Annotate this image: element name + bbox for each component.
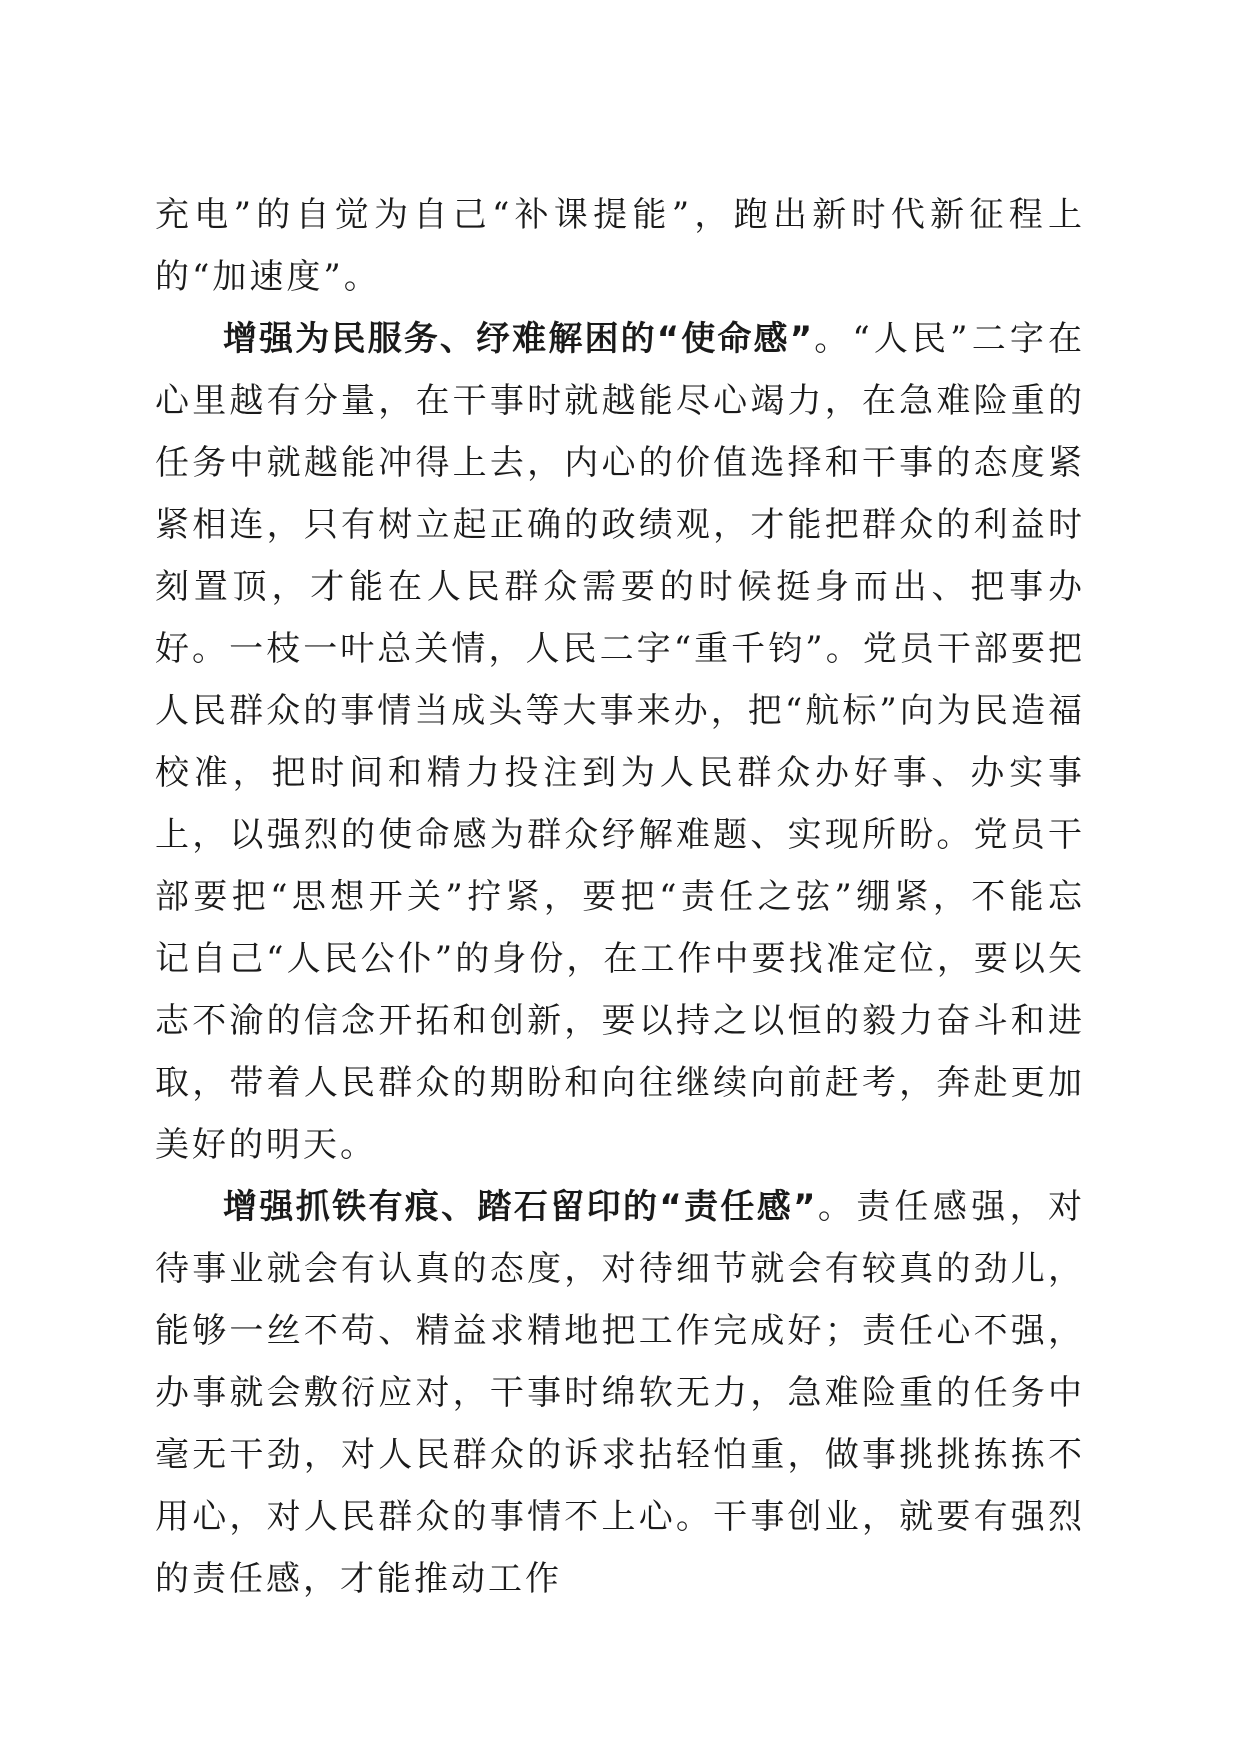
body-text xyxy=(155,184,1085,1610)
paragraph-heading: 增强为民服务、纾难解困的“使命感” xyxy=(223,319,814,359)
paragraph-text: 。“人民”二字在心里越有分量，在干事时就越能尽心竭力，在急难险重的任务中就越能冲得上去，内心的价值选择和干事的态度紧紧相连，只有树立起正确的政绩观，才能把群众的利益时刻置顶，才能在人民群众需要的时候挺身而出、把事办好。一枝一叶总关情，人民二字“重千钧”。党员干部要把人民群众的事情当成头等大事来办，把“航标”向为民造福校准，把时间和精力投注到为人民群众办好事、办实事上，以强烈的使命感为群众纾解难题、实现所盼。党员干部要把“思想开关”拧紧，要把“责任之弦”绷紧，不能忘记自己“人民公仆”的身份，在工作中要找准定位，要以矢志不渝的信念开拓和创新，要以持之以恒的毅力奋斗和进取，带着人民群众的期盼和向往继续向前赶考，奔赴更加美好的明天。 xyxy=(155,319,1085,1165)
paragraph-mission xyxy=(155,308,1085,1176)
paragraph-responsibility xyxy=(155,1176,1085,1610)
paragraph-continuation xyxy=(155,184,1085,308)
paragraph-heading: 增强抓铁有痕、踏石留印的“责任感” xyxy=(223,1187,817,1227)
paragraph-text: 。责任感强，对待事业就会有认真的态度，对待细节就会有较真的劲儿，能够一丝不苟、精益求精地把工作完成好；责任心不强，办事就会敷衍应对，干事时绵软无力，急难险重的任务中毫无干劲，对人民群众的诉求拈轻怕重，做事挑挑拣拣不用心，对人民群众的事情不上心。干事创业，就要有强烈的责任感，才能推动工作 xyxy=(155,1187,1085,1599)
paragraph-text: 充电”的自觉为自己“补课提能”，跑出新时代新征程上的“加速度”。 xyxy=(155,195,1085,297)
